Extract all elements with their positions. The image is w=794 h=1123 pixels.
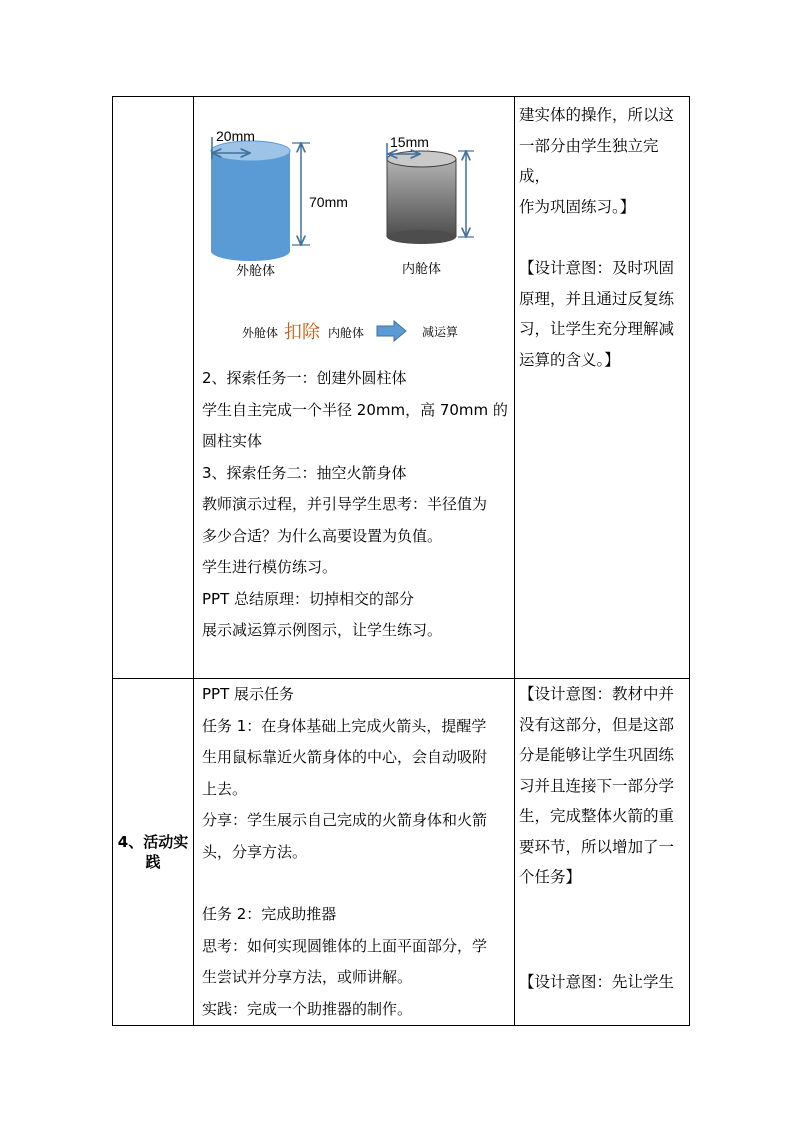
formula-right: 内舱体 xyxy=(328,326,365,340)
stage-label-line: 4、活动实 xyxy=(117,833,189,851)
content-line: PPT 展示任务 xyxy=(202,685,295,703)
outer-cylinder-label: 外舱体 xyxy=(236,264,276,279)
note-line: 习并且连接下一部分学 xyxy=(518,776,674,795)
content-line: PPT 总结原理：切掉相交的部分 xyxy=(202,589,415,608)
cylinder-diagram xyxy=(194,97,504,363)
notes-cell xyxy=(514,97,689,679)
formula-result: 减运算 xyxy=(422,325,459,339)
note-line: 分是能够让学生巩固练 xyxy=(518,746,674,764)
formula-arrow xyxy=(377,321,406,341)
outer-radius-label: 20mm xyxy=(216,128,255,144)
stage-cell xyxy=(113,679,194,1026)
row1-content xyxy=(194,363,514,647)
content-line: 学生进行模仿练习。 xyxy=(202,558,338,576)
content-line: 3、探索任务二：抽空火箭身体 xyxy=(202,463,407,482)
content-line: 上去。 xyxy=(202,779,248,798)
row2-notes xyxy=(515,679,689,997)
note-line: 个任务】 xyxy=(518,868,581,886)
content-line: 2、探索任务一：创建外圆柱体 xyxy=(202,369,407,387)
formula-left: 外舱体 xyxy=(242,326,279,340)
content-line: 多少合适？为什么高要设置为负值。 xyxy=(202,526,443,545)
outer-height-label: 70mm xyxy=(309,194,348,210)
inner-cylinder xyxy=(387,151,456,244)
content-cell xyxy=(194,679,515,1026)
content-line: 生尝试并分享方法，或师讲解。 xyxy=(202,968,413,986)
row1-notes xyxy=(515,97,689,375)
content-line: 生用鼠标靠近火箭身体的中心，会自动吸附 xyxy=(202,748,488,766)
spacer xyxy=(519,893,687,967)
note-line: 运算的含义。】 xyxy=(518,350,620,369)
stage-label xyxy=(113,832,193,872)
note-line: 【设计意图：及时巩固 xyxy=(518,259,674,277)
cylinder-figure xyxy=(194,97,504,363)
note-line: 没有这部分，但是这部 xyxy=(518,715,674,734)
formula-operator: 扣除 xyxy=(284,322,320,343)
content-cell xyxy=(194,97,515,679)
content-line xyxy=(202,868,508,899)
content-line: 展示减运算示例图示，让学生练习。 xyxy=(202,621,443,639)
stage-label-line: 践 xyxy=(145,853,161,871)
lesson-plan-table xyxy=(112,96,690,1026)
table-row xyxy=(113,97,690,679)
content-line: 头，分享方法。 xyxy=(202,842,308,861)
note-line: 习，让学生充分理解减 xyxy=(518,320,674,338)
note-line xyxy=(519,222,687,253)
content-line: 实践：完成一个助推器的制作。 xyxy=(202,999,413,1018)
inner-cylinder-label: 内舱体 xyxy=(402,262,442,277)
note-line: 原理，并且通过反复练 xyxy=(518,289,674,308)
note-line: 作为巩固练习。】 xyxy=(518,197,636,216)
note-line: 【设计意图：教材中并 xyxy=(518,685,674,703)
table-row xyxy=(113,679,690,1026)
content-line: 任务 2：完成助推器 xyxy=(202,905,337,923)
content-line: 任务 1：在身体基础上完成火箭头，提醒学 xyxy=(202,716,487,735)
content-line: 圆柱实体 xyxy=(202,432,263,450)
note-line: 建实体的操作，所以这 xyxy=(518,106,674,124)
stage-cell xyxy=(113,97,194,679)
outer-cylinder xyxy=(211,141,290,261)
content-line: 教师演示过程，并引导学生思考：半径值为 xyxy=(202,495,488,513)
content-line: 分享：学生展示自己完成的火箭身体和火箭 xyxy=(202,811,488,829)
note-line: 生，完成整体火箭的重 xyxy=(518,807,674,825)
inner-radius-label: 15mm xyxy=(390,134,429,150)
content-line: 学生自主完成一个半径 20mm，高 70mm 的 xyxy=(202,400,508,419)
row2-content xyxy=(194,679,514,1025)
note-line: 一部分由学生独立完成， xyxy=(518,136,659,185)
note-line: 要环节，所以增加了一 xyxy=(518,837,674,856)
notes-cell xyxy=(514,679,689,1026)
note-line: 【设计意图：先让学生 xyxy=(518,972,674,991)
content-line: 思考：如何实现圆锥体的上面平面部分，学 xyxy=(202,936,488,955)
